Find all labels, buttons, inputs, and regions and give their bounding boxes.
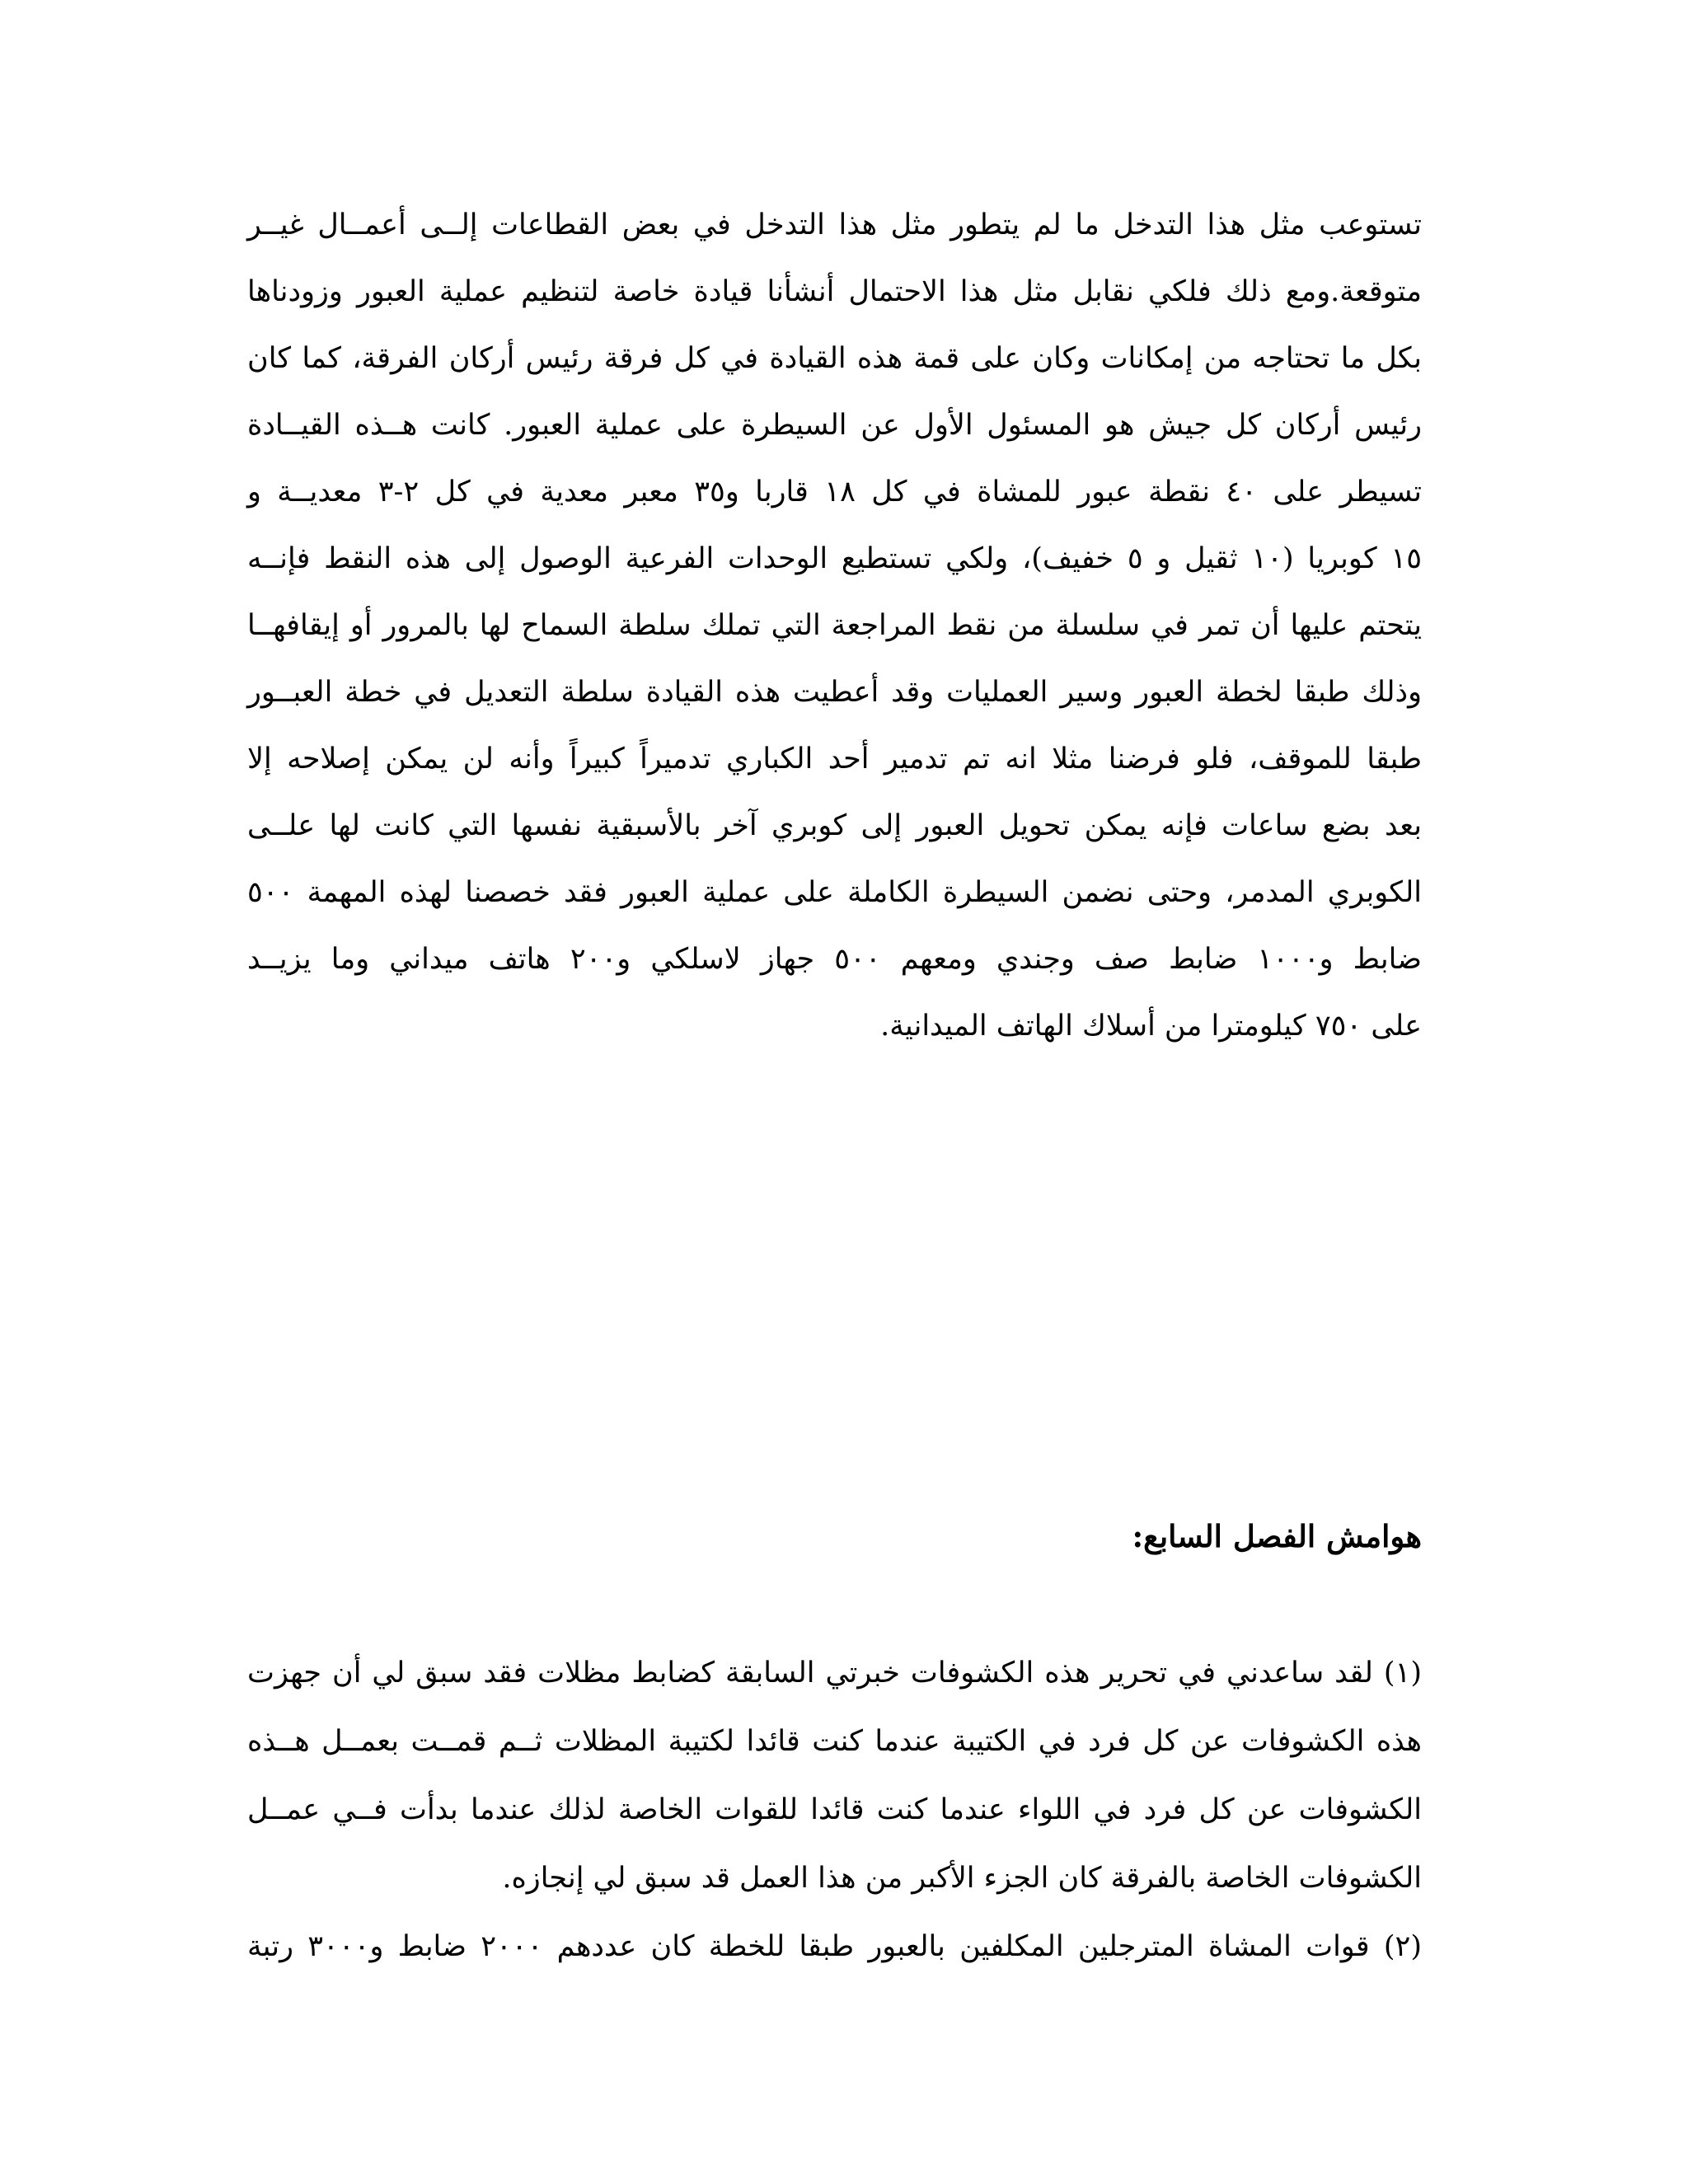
main-text-line: على ٧٥٠ كيلومترا من أسلاك الهاتف الميدانية. xyxy=(880,1010,1422,1043)
footnote-line: (١) لقد ساعدني في تحرير هذه الكشوفات خبرتي السابقة كضابط مظلات فقد سبق لي أن جهزت xyxy=(247,1657,1422,1690)
main-text-line: وذلك طبقا لخطة العبور وسير العمليات وقد أعطيت هذه القيادة سلطة التعديل في خطة العبــور xyxy=(247,676,1422,709)
main-text-line: رئيس أركان كل جيش هو المسئول الأول عن السيطرة على عملية العبور. كانت هــذه القيــادة xyxy=(247,409,1422,442)
main-text-line: تستوعب مثل هذا التدخل ما لم يتطور مثل هذا التدخل في بعض القطاعات إلــى أعمــال غيــر xyxy=(247,209,1422,241)
footnotes-heading: هوامش الفصل السابع: xyxy=(1132,1518,1422,1554)
footnote-line: هذه الكشوفات عن كل فرد في الكتيبة عندما كنت قائدا لكتيبة المظلات ثــم قمــت بعمــل هــذه xyxy=(247,1725,1422,1758)
main-text-line: الكوبري المدمر، وحتى نضمن السيطرة الكاملة على عملية العبور فقد خصصنا لهذه المهمة ٥٠٠ xyxy=(247,876,1422,909)
main-text-line: بعد بضع ساعات فإنه يمكن تحويل العبور إلى كوبري آخر بالأسبقية نفسها التي كانت لها علــى xyxy=(247,809,1422,842)
footnote-line: (٢) قوات المشاة المترجلين المكلفين بالعبور طبقا للخطة كان عددهم ٢٠٠٠ ضابط و٣٠٠٠ رتبة xyxy=(247,1930,1423,1963)
main-text-line: متوقعة.ومع ذلك فلكي نقابل مثل هذا الاحتمال أنشأنا قيادة خاصة لتنظيم عملية العبور وزودناها xyxy=(247,275,1422,308)
main-text-line: ١٥ كوبريا (١٠ ثقيل و ٥ خفيف)، ولكي تستطيع الوحدات الفرعية الوصول إلى هذه النقط فإنــه xyxy=(247,542,1423,575)
main-text-line: طبقا للموقف، فلو فرضنا مثلا انه تم تدمير أحد الكباري تدميراً كبيراً وأنه لن يمكن إصلاحه إلا xyxy=(247,743,1422,776)
main-text-line: بكل ما تحتاجه من إمكانات وكان على قمة هذه القيادة في كل فرقة رئيس أركان الفرقة، كما كان xyxy=(247,342,1422,375)
main-text-line: تسيطر على ٤٠ نقطة عبور للمشاة في كل ١٨ قاربا و٣٥ معبر معدية في كل ٢-٣ معديــة و xyxy=(247,476,1423,509)
footnote-line: الكشوفات الخاصة بالفرقة كان الجزء الأكبر من هذا العمل قد سبق لي إنجازه. xyxy=(502,1862,1422,1895)
main-text-line: يتحتم عليها أن تمر في سلسلة من نقط المراجعة التي تملك سلطة السماح لها بالمرور أو إيقافهــا xyxy=(247,609,1422,642)
footnote-line: الكشوفات عن كل فرد في اللواء عندما كنت قائدا للقوات الخاصة لذلك عندما بدأت فــي عمــل xyxy=(247,1793,1422,1826)
main-text-line: ضابط و١٠٠٠ ضابط صف وجندي ومعهم ٥٠٠ جهاز لاسلكي و٢٠٠ هاتف ميداني وما يزيــد xyxy=(247,943,1422,976)
